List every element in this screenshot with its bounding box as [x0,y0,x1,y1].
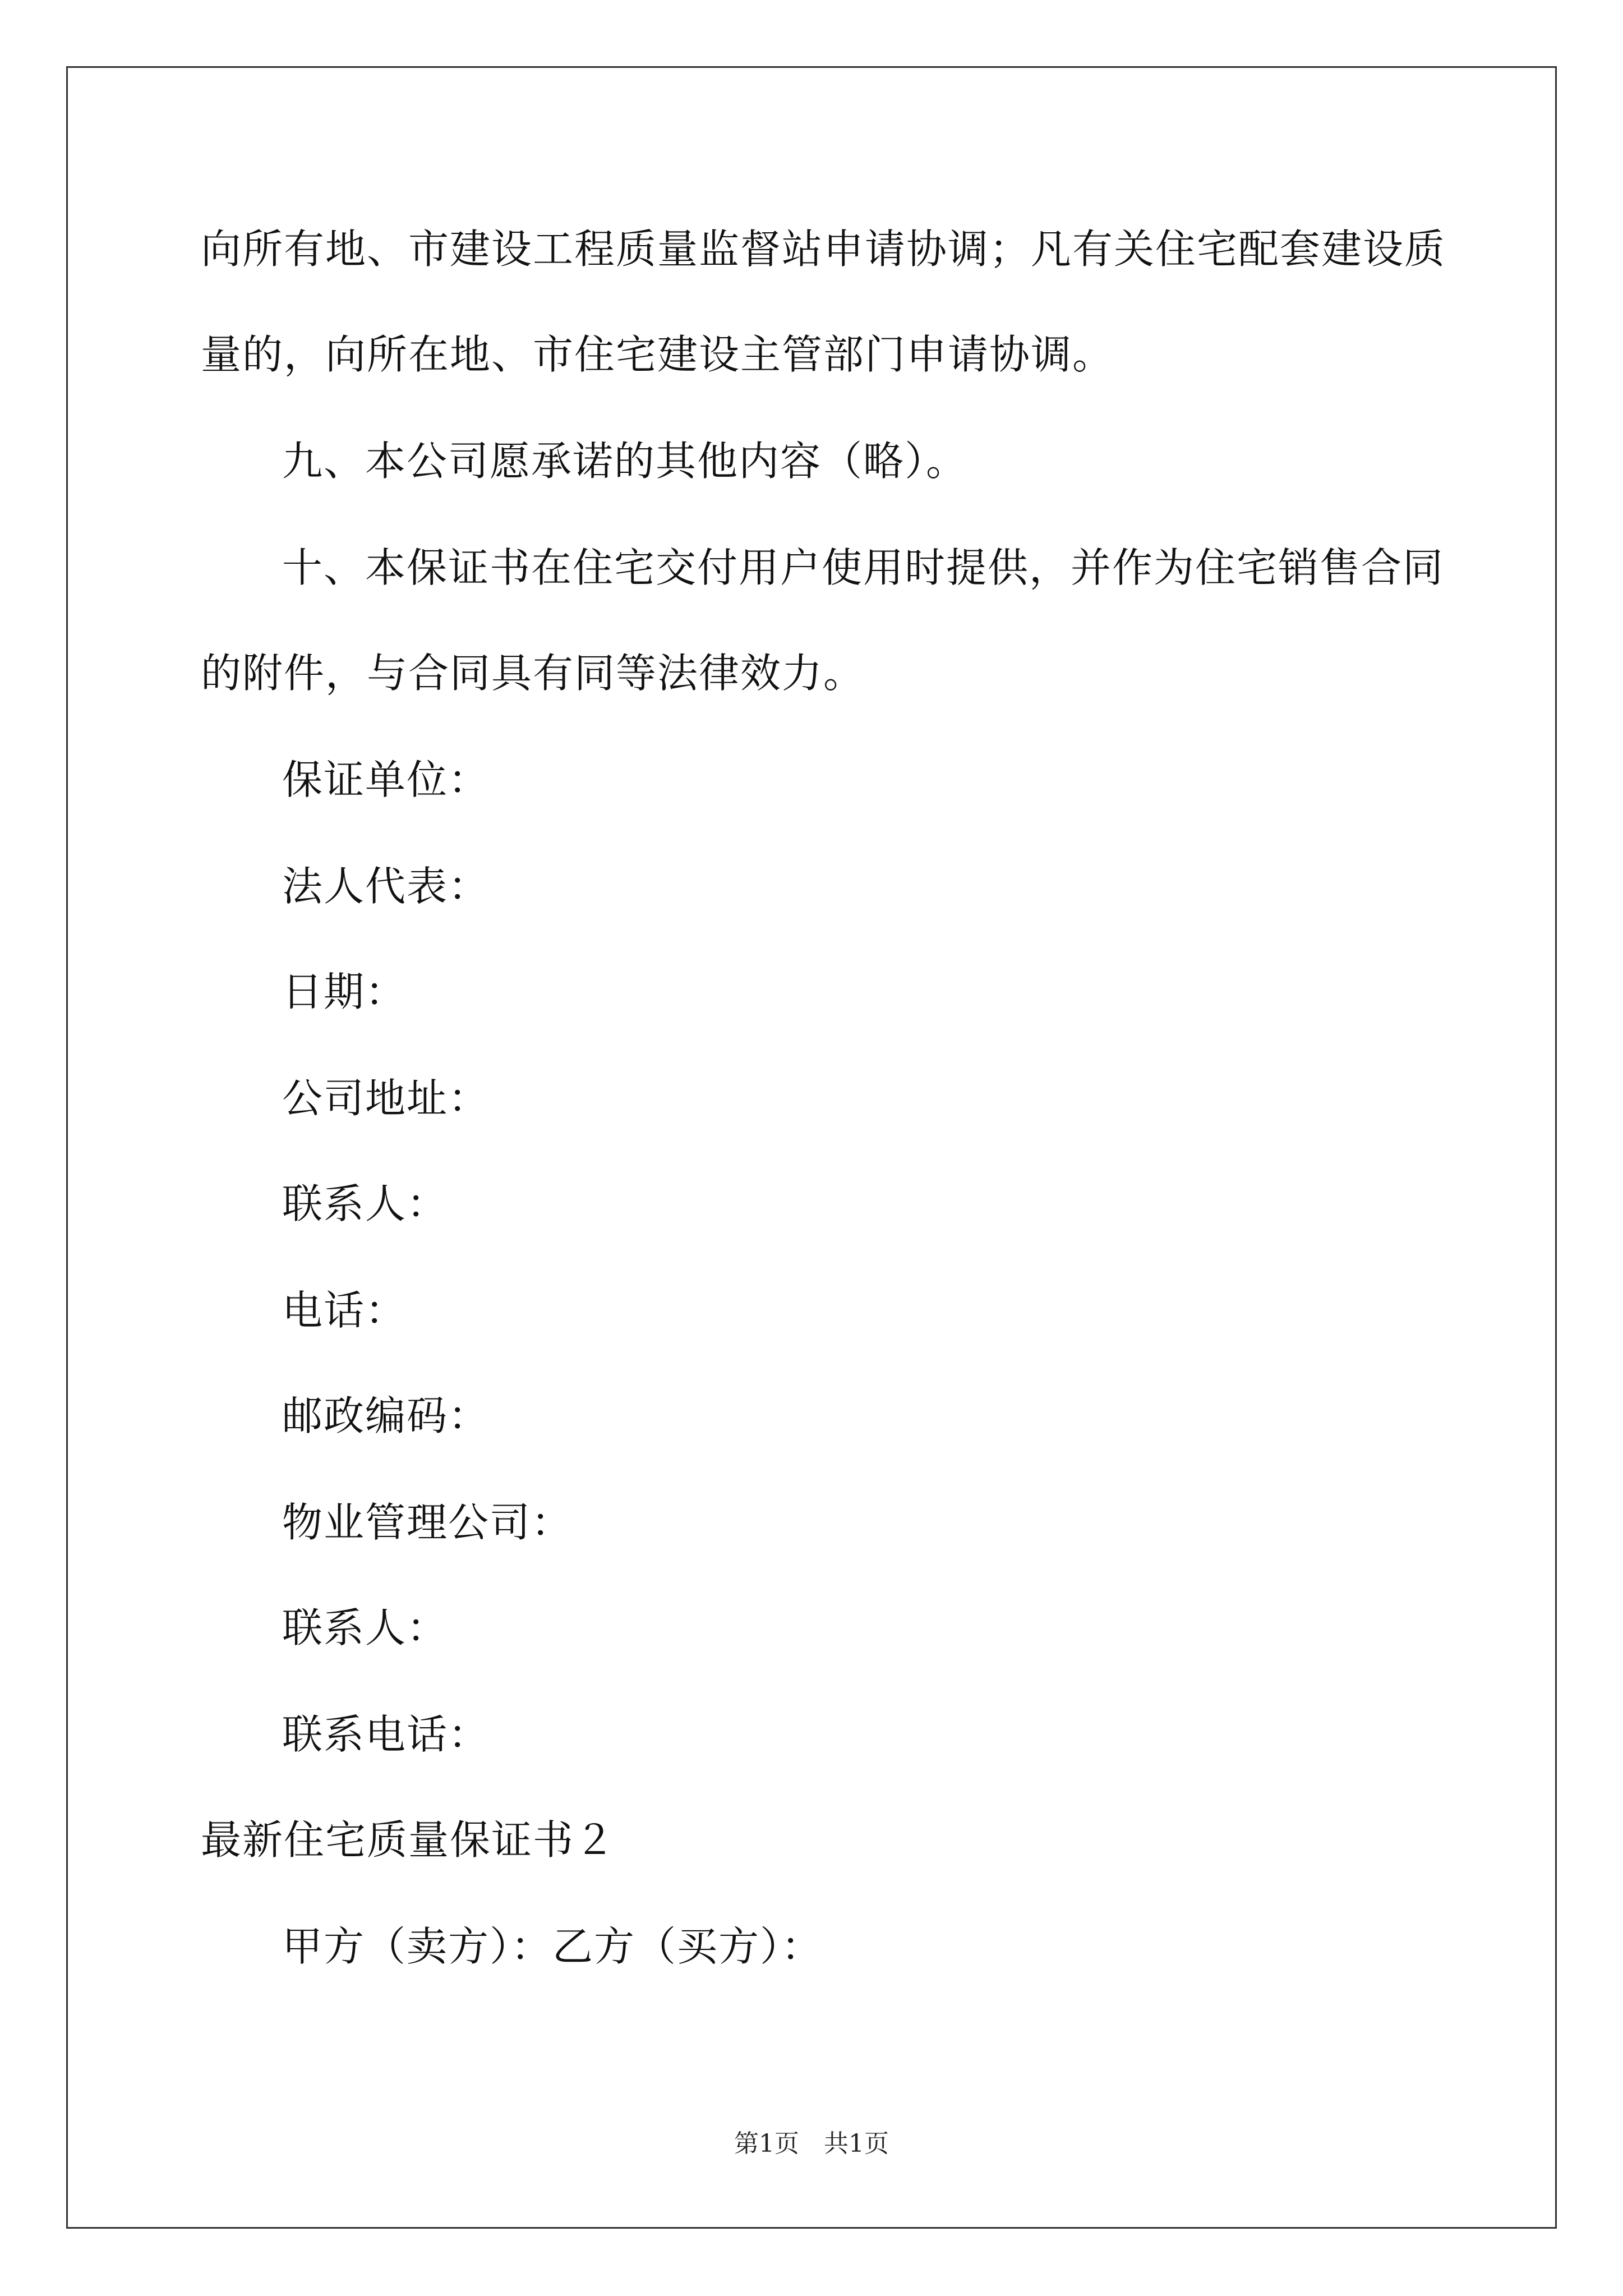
clause-nine: 九、本公司愿承诺的其他内容（略）。 [282,438,968,485]
field-company-address: 公司地址： [282,1075,490,1122]
field-property-management: 物业管理公司： [282,1499,573,1546]
clause-ten-line-1: 十、本保证书在住宅交付用户使用时提供，并作为住宅销售合同 [282,544,1445,591]
field-guarantor: 保证单位： [282,756,490,803]
field-contact-person: 联系人： [282,1180,449,1227]
field-legal-representative: 法人代表： [282,863,490,910]
page-footer: 第1页 共1页 [734,2129,889,2158]
clause-ten-line-2: 的附件，与合同具有同等法律效力。 [201,650,865,697]
field-contact-person-2: 联系人： [282,1604,449,1651]
field-postal-code: 邮政编码： [282,1392,490,1439]
paragraph-line-2: 量的，向所在地、市住宅建设主管部门申请协调。 [201,331,1114,378]
field-date: 日期： [282,968,407,1015]
party-line: 甲方（卖方）：乙方（买方）： [282,1923,823,1970]
section-heading: 最新住宅质量保证书２ [201,1816,616,1864]
field-phone: 电话： [282,1287,407,1334]
paragraph-line-1: 向所有地、市建设工程质量监督站申请协调；凡有关住宅配套建设质 [201,226,1446,273]
field-contact-phone: 联系电话： [282,1711,490,1758]
page-border [66,66,1557,2229]
